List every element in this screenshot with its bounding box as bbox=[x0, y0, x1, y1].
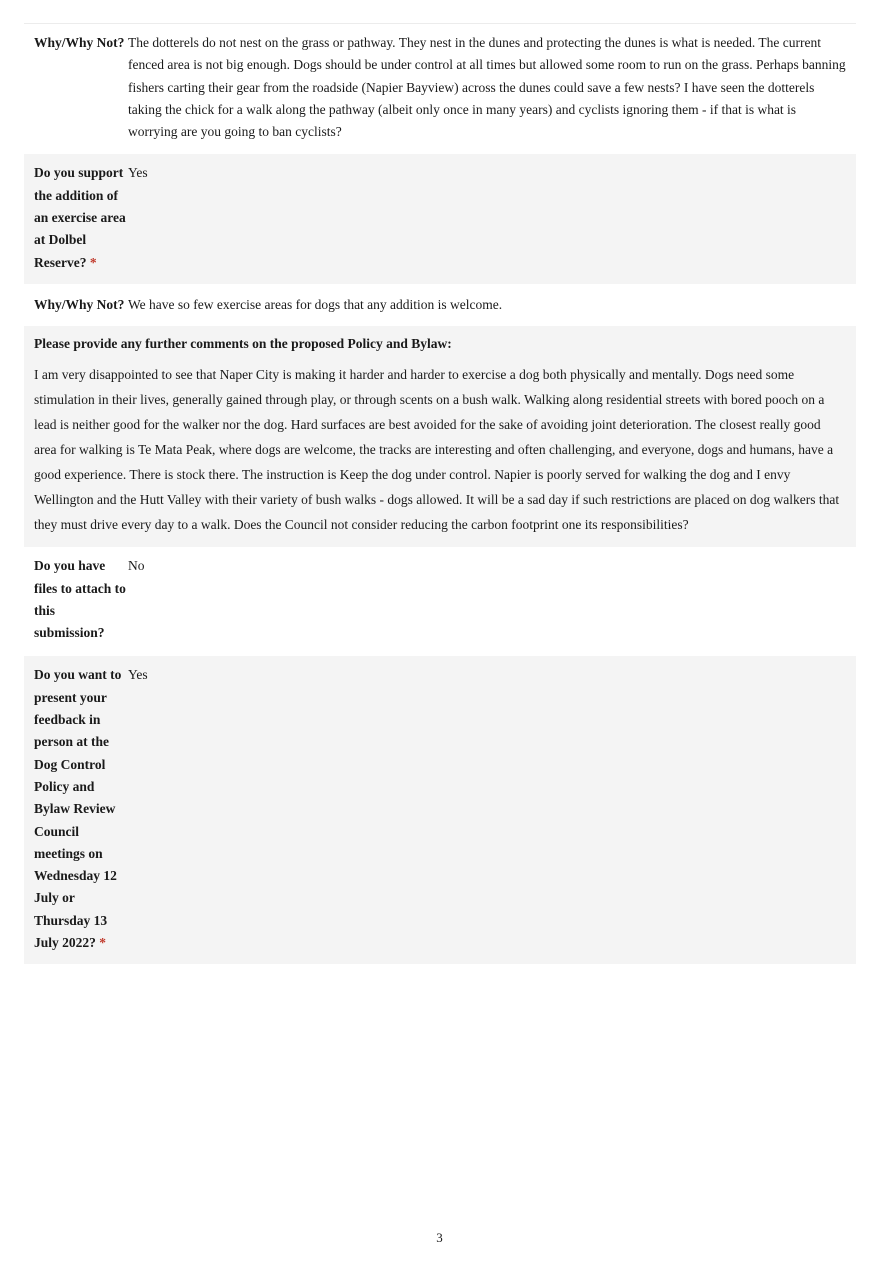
field-label: Why/Why Not? bbox=[34, 35, 125, 50]
form-row-present-in-person bbox=[24, 654, 856, 964]
required-marker: * bbox=[89, 254, 97, 270]
further-comments-body: I am very disappointed to see that Naper City is making it harder and harder to exercise a dog both physically and mentally. Dogs need some stimulation in their lives, generally gained through play, or through scents on a bush walk. Walking along residential streets with bored pooch on a lead is neither good for the walker nor the dog. Hard surfaces are best avoided for the sake of avoiding joint deterioration. The closest really good area for walking is Te Mata Peak, where dogs are welcome, the tracks are interesting and often challenging, and everyone, dogs and humans, have a good experience. There is stock there. The instruction is Keep the dog under control. Napier is poorly served for walking the dog and I envy Wellington and the Hutt Valley with their variety of bush walks - dogs allowed. It will be a sad day if such restrictions are placed on dog walkers that they must drive every day to a walk. Does the Council not consider reducing the carbon footprint one its responsibilities? bbox=[34, 367, 840, 533]
field-label-text: Do you support the addition of an exercise area at Dolbel Reserve? bbox=[34, 165, 126, 270]
submission-form-table bbox=[24, 23, 856, 964]
field-value: Yes bbox=[128, 165, 148, 181]
required-marker: * bbox=[99, 935, 107, 951]
field-value: We have so few exercise areas for dogs that any addition is welcome. bbox=[128, 296, 503, 312]
field-label-text: Do you want to present your feedback in person at the Dog Control Policy and Bylaw Review Council meetings on Wednesday 12 July or Thursday 13 July 2022? bbox=[34, 667, 122, 951]
page-number: 3 bbox=[436, 1230, 443, 1245]
field-label bbox=[24, 162, 128, 273]
field-value: No bbox=[128, 558, 145, 574]
form-row-attach-files bbox=[24, 547, 856, 654]
field-label bbox=[24, 664, 128, 954]
field-value: The dotterels do not nest on the grass or pathway. They nest in the dunes and protecting the dunes is what is needed. The current fenced area is not big enough. Dogs should be under control at all times but allowed some room to run on the grass. Perhaps banning fishers carting their gear from the roadside (Napier Bayview) across the dunes could save a few nests? I have seen the dotterels taking the chick for a walk along the pathway (albeit only once in many years) and cyclists ignoring them - if that is what is worrying are you going to ban cyclists? bbox=[128, 35, 846, 140]
field-value: Yes bbox=[128, 667, 148, 683]
field-label: Do you have files to attach to this submission? bbox=[34, 558, 126, 641]
further-comments-title: Please provide any further comments on the proposed Policy and Bylaw: bbox=[34, 336, 452, 352]
form-row-dolbel-why bbox=[24, 284, 856, 324]
form-row-dolbel-support bbox=[24, 152, 856, 283]
field-label: Why/Why Not? bbox=[34, 296, 125, 312]
further-comments-block bbox=[24, 324, 856, 547]
form-row-dune-why bbox=[24, 24, 856, 152]
